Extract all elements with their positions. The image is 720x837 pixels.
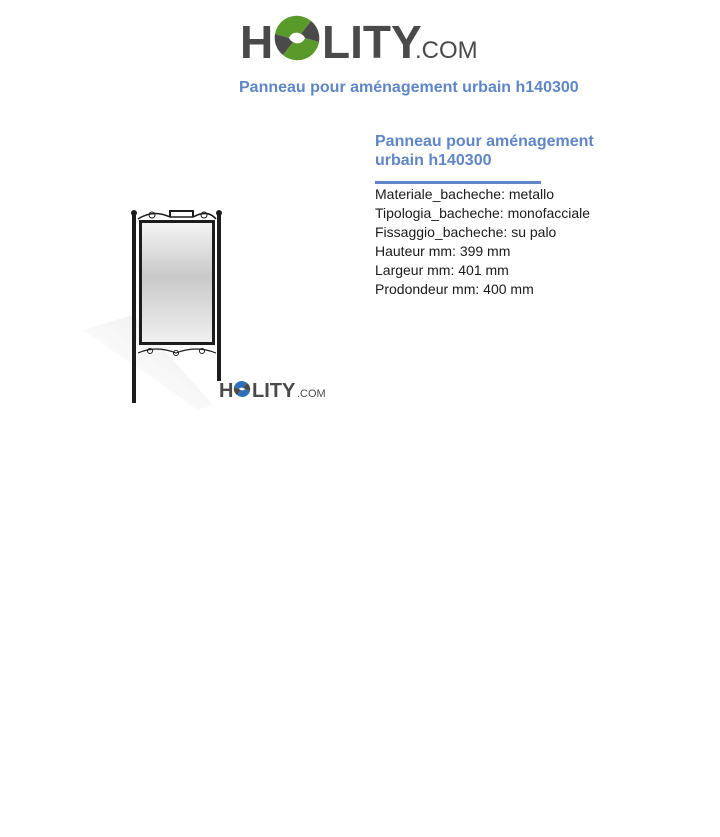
page-title: Panneau pour aménagement urbain h140300: [239, 79, 579, 96]
watermark-logo: [219, 380, 326, 402]
spec-value: metallo: [508, 186, 555, 202]
spec-label: Hauteur mm: [375, 243, 453, 259]
spec-item: Prodondeur mm: 400 mm: [375, 281, 534, 297]
spec-value: su palo: [511, 224, 557, 240]
logo-suffix: .COM: [415, 37, 478, 64]
spec-item: Hauteur mm: 399 mm: [375, 243, 511, 259]
spec-value: monofacciale: [507, 205, 591, 221]
spec-label: Materiale_bacheche: [375, 186, 502, 202]
spec-item: Materiale_bacheche: metallo: [375, 186, 555, 202]
spec-label: Prodondeur mm: [375, 281, 476, 297]
svg-text:LITY: LITY: [252, 380, 296, 402]
spec-item: Fissaggio_bacheche: su palo: [375, 224, 557, 240]
logo-o-icon: [273, 14, 321, 62]
holity-logo: [240, 12, 485, 68]
product-image: [78, 205, 340, 410]
spec-value: 400 mm: [483, 281, 534, 297]
title-divider: [375, 181, 541, 184]
spec-value: 401 mm: [458, 262, 509, 278]
spec-label: Tipologia_bacheche: [375, 205, 500, 221]
svg-text:.COM: .COM: [297, 388, 326, 400]
logo-h: H: [240, 16, 274, 68]
spec-item: Largeur mm: 401 mm: [375, 262, 509, 278]
spec-label: Largeur mm: [375, 262, 451, 278]
svg-text:H: H: [219, 380, 234, 402]
spec-item: Tipologia_bacheche: monofacciale: [375, 205, 591, 221]
logo-lity: LITY: [322, 16, 422, 68]
spec-label: Fissaggio_bacheche: [375, 224, 504, 240]
product-title: Panneau pour aménagement urbain h140300: [375, 133, 594, 169]
spec-list: [375, 185, 590, 299]
spec-value: 399 mm: [459, 243, 511, 259]
